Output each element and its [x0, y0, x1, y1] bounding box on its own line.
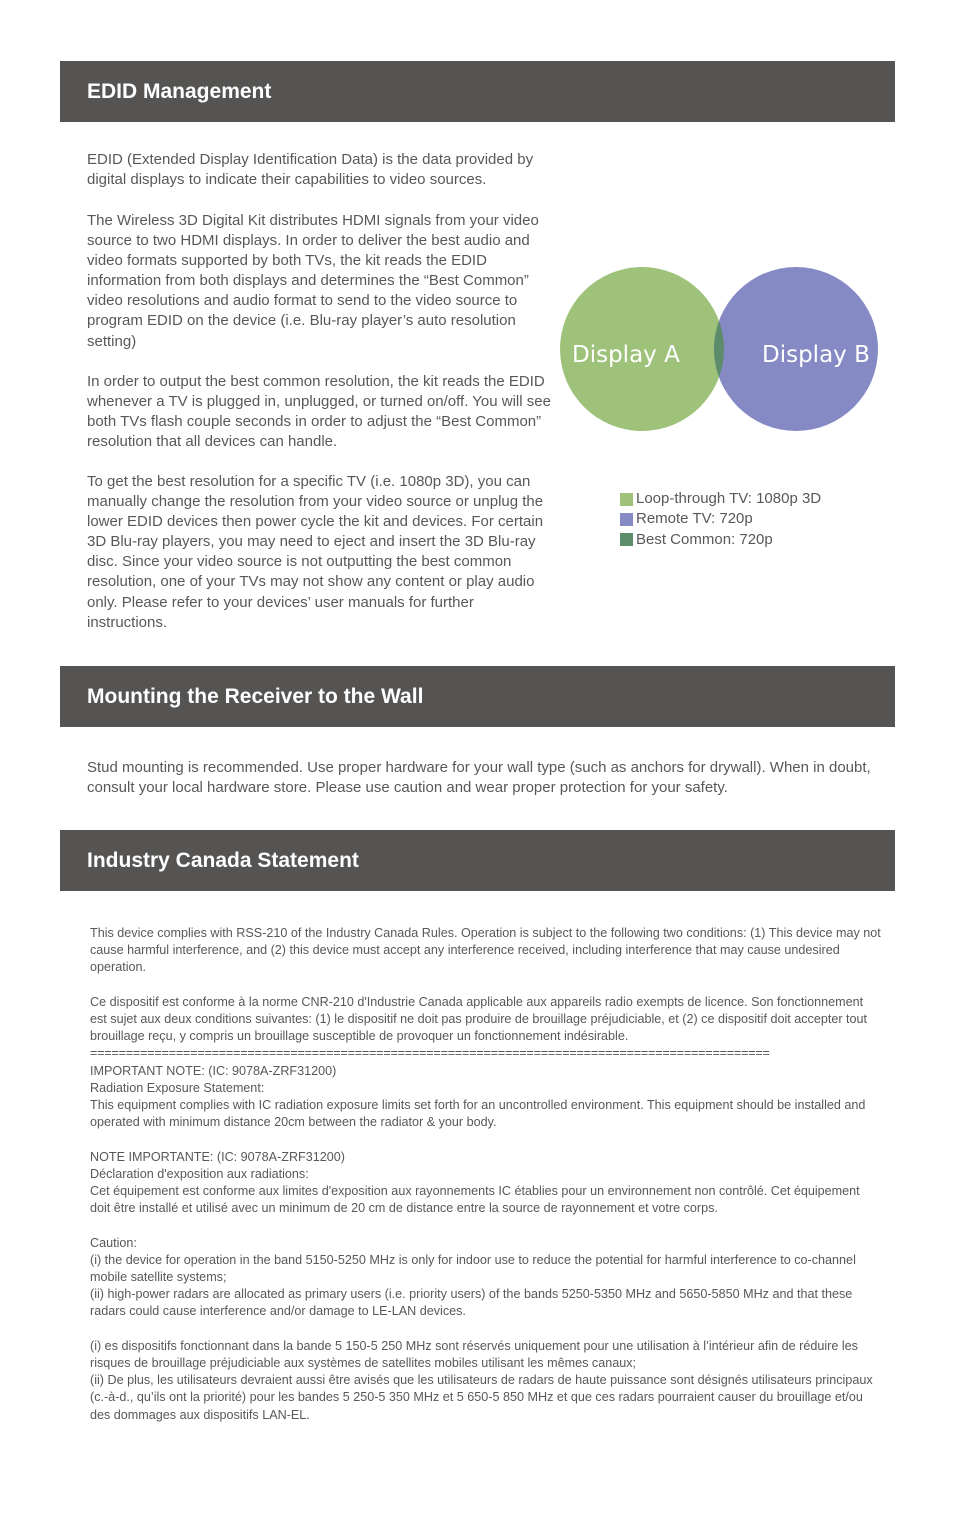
caution-heading: Caution:: [90, 1235, 137, 1250]
legend-item-loop-through: [620, 489, 821, 509]
display-a-label: Display A: [572, 342, 680, 368]
canada-p1: This device complies with RSS-210 of the Industry Canada Rules. Operation is subject to the following two conditions: (1) This device may not cause harmful interference, and (2) this device must accept any interference received, including interference that may cause undesired operation.: [90, 926, 881, 975]
legend-label: Best Common: 720p: [636, 530, 773, 548]
edid-title: EDID Management: [87, 80, 272, 103]
canada-divider: ===============================================================================================: [90, 1046, 770, 1061]
caution-ii: (ii) high-power radars are allocated as primary users (i.e. priority users) of the bands 5250-5350 MHz and 5650-5850 MHz and that these radars could cause interference and/or damage to LE-LAN devices.: [90, 1287, 853, 1319]
note-fr-subheading: Déclaration d'exposition aux radiations:: [90, 1166, 309, 1181]
legend-swatch: [620, 513, 633, 526]
legend-swatch: [620, 493, 633, 506]
note-en-subheading: Radiation Exposure Statement:: [90, 1080, 265, 1095]
caution-i: (i) the device for operation in the band 5150-5250 MHz is only for indoor use to reduce the potential for harmful interference to co-channel mobile satellite systems;: [90, 1252, 856, 1285]
legend-item-remote: [620, 509, 821, 529]
legend-label: Loop-through TV: 1080p 3D: [636, 490, 822, 507]
edid-header: [60, 61, 895, 122]
legend-label: Remote TV: 720p: [636, 510, 753, 528]
venn-diagram: [560, 253, 880, 445]
canada-p2: Ce dispositif est conforme à la norme CNR-210 d'Industrie Canada applicable aux appareils radio exempts de licence. Son fonctionnement est sujet aux deux conditions suivantes: (1) le dispositif ne doit pas produire de brouillage préjudiciable, et (2) ce dispositif doit accepter tout brouillage reçu, y compris un brouillage susceptible de provoquer un fonctionnement indésirable.: [90, 994, 868, 1044]
edid-paragraph-2: The Wireless 3D Digital Kit distributes HDMI signals from your video source to two HDMI displays. In order to deliver the best audio and video formats supported by both TVs, the kit reads the EDID information from both displays and determines the “Best Common” video resolutions and audio format to send to the video source to program EDID on the device (i.e. Blu-ray player’s auto resolution setting): [87, 212, 539, 350]
display-b-label: Display B: [762, 342, 870, 368]
note-en-heading: IMPORTANT NOTE: (IC: 9078A-ZRF31200): [90, 1063, 337, 1078]
mounting-header: [60, 666, 895, 727]
venn-legend: [620, 489, 821, 550]
canada-title: Industry Canada Statement: [87, 849, 359, 872]
edid-paragraph-3: In order to output the best common resolution, the kit reads the EDID whenever a TV is plugged in, unplugged, or turned on/off. You will see both TVs flash couple seconds in order to adjust the “Best Common” resolution that all devices can handle.: [87, 373, 551, 451]
mounting-title: Mounting the Receiver to the Wall: [87, 685, 424, 708]
edid-paragraph-4: To get the best resolution for a specific TV (i.e. 1080p 3D), you can manually change the resolution from your video source or unplug the lower EDID devices then power cycle the kit and devices. For certain 3D Blu-ray players, you may need to eject and insert the 3D Blu-ray disc. Since your video source is not outputting the best common resolution, one of your TVs may not show any content or play audio only. Please refer to your devices’ user manuals for further instructions.: [87, 473, 544, 631]
caution-fr-i: (i) es dispositifs fonctionnant dans la bande 5 150-5 250 MHz sont réservés uniquement pour une utilisation à l’intérieur afin de réduire les risques de brouillage préjudiciable aux systèmes de satellites mobiles utilisant les mêmes canaux;: [90, 1338, 858, 1371]
mounting-text: Stud mounting is recommended. Use proper hardware for your wall type (such as anchors for drywall). When in doubt, consult your local hardware store. Please use caution and wear proper protection for your safety.: [87, 759, 871, 797]
canada-header: [60, 830, 895, 891]
legend-swatch: [620, 533, 633, 546]
note-en-body: This equipment complies with IC radiation exposure limits set forth for an uncontrolled environment. This equipment should be installed and operated with minimum distance 20cm between the radiator & your body.: [90, 1098, 866, 1130]
note-fr-body: Cet équipement est conforme aux limites d'exposition aux rayonnements IC établies pour un environnement non contrôlé. Cet équipement doit être installé et utilisé avec un minimum de 20 cm de distance entre la source de rayonnement et votre corps.: [90, 1184, 860, 1216]
edid-paragraph-1: EDID (Extended Display Identification Data) is the data provided by digital displays to indicate their capabilities to video sources.: [87, 151, 534, 189]
caution-fr-ii: (ii) De plus, les utilisateurs devraient aussi être avisés que les utilisateurs de radars de haute puissance sont désignés utilisateurs principaux (c.-à-d., qu’ils ont la priorité) pour les bandes 5 250-5 350 MHz et 5 650-5 850 MHz et que ces radars pourraient causer du brouillage et/ou des dommages aux dispositifs LAN-EL.: [90, 1373, 873, 1422]
note-fr-heading: NOTE IMPORTANTE: (IC: 9078A-ZRF31200): [90, 1149, 345, 1164]
legend-item-best-common: [620, 530, 821, 550]
canada-statement: [90, 925, 882, 1424]
